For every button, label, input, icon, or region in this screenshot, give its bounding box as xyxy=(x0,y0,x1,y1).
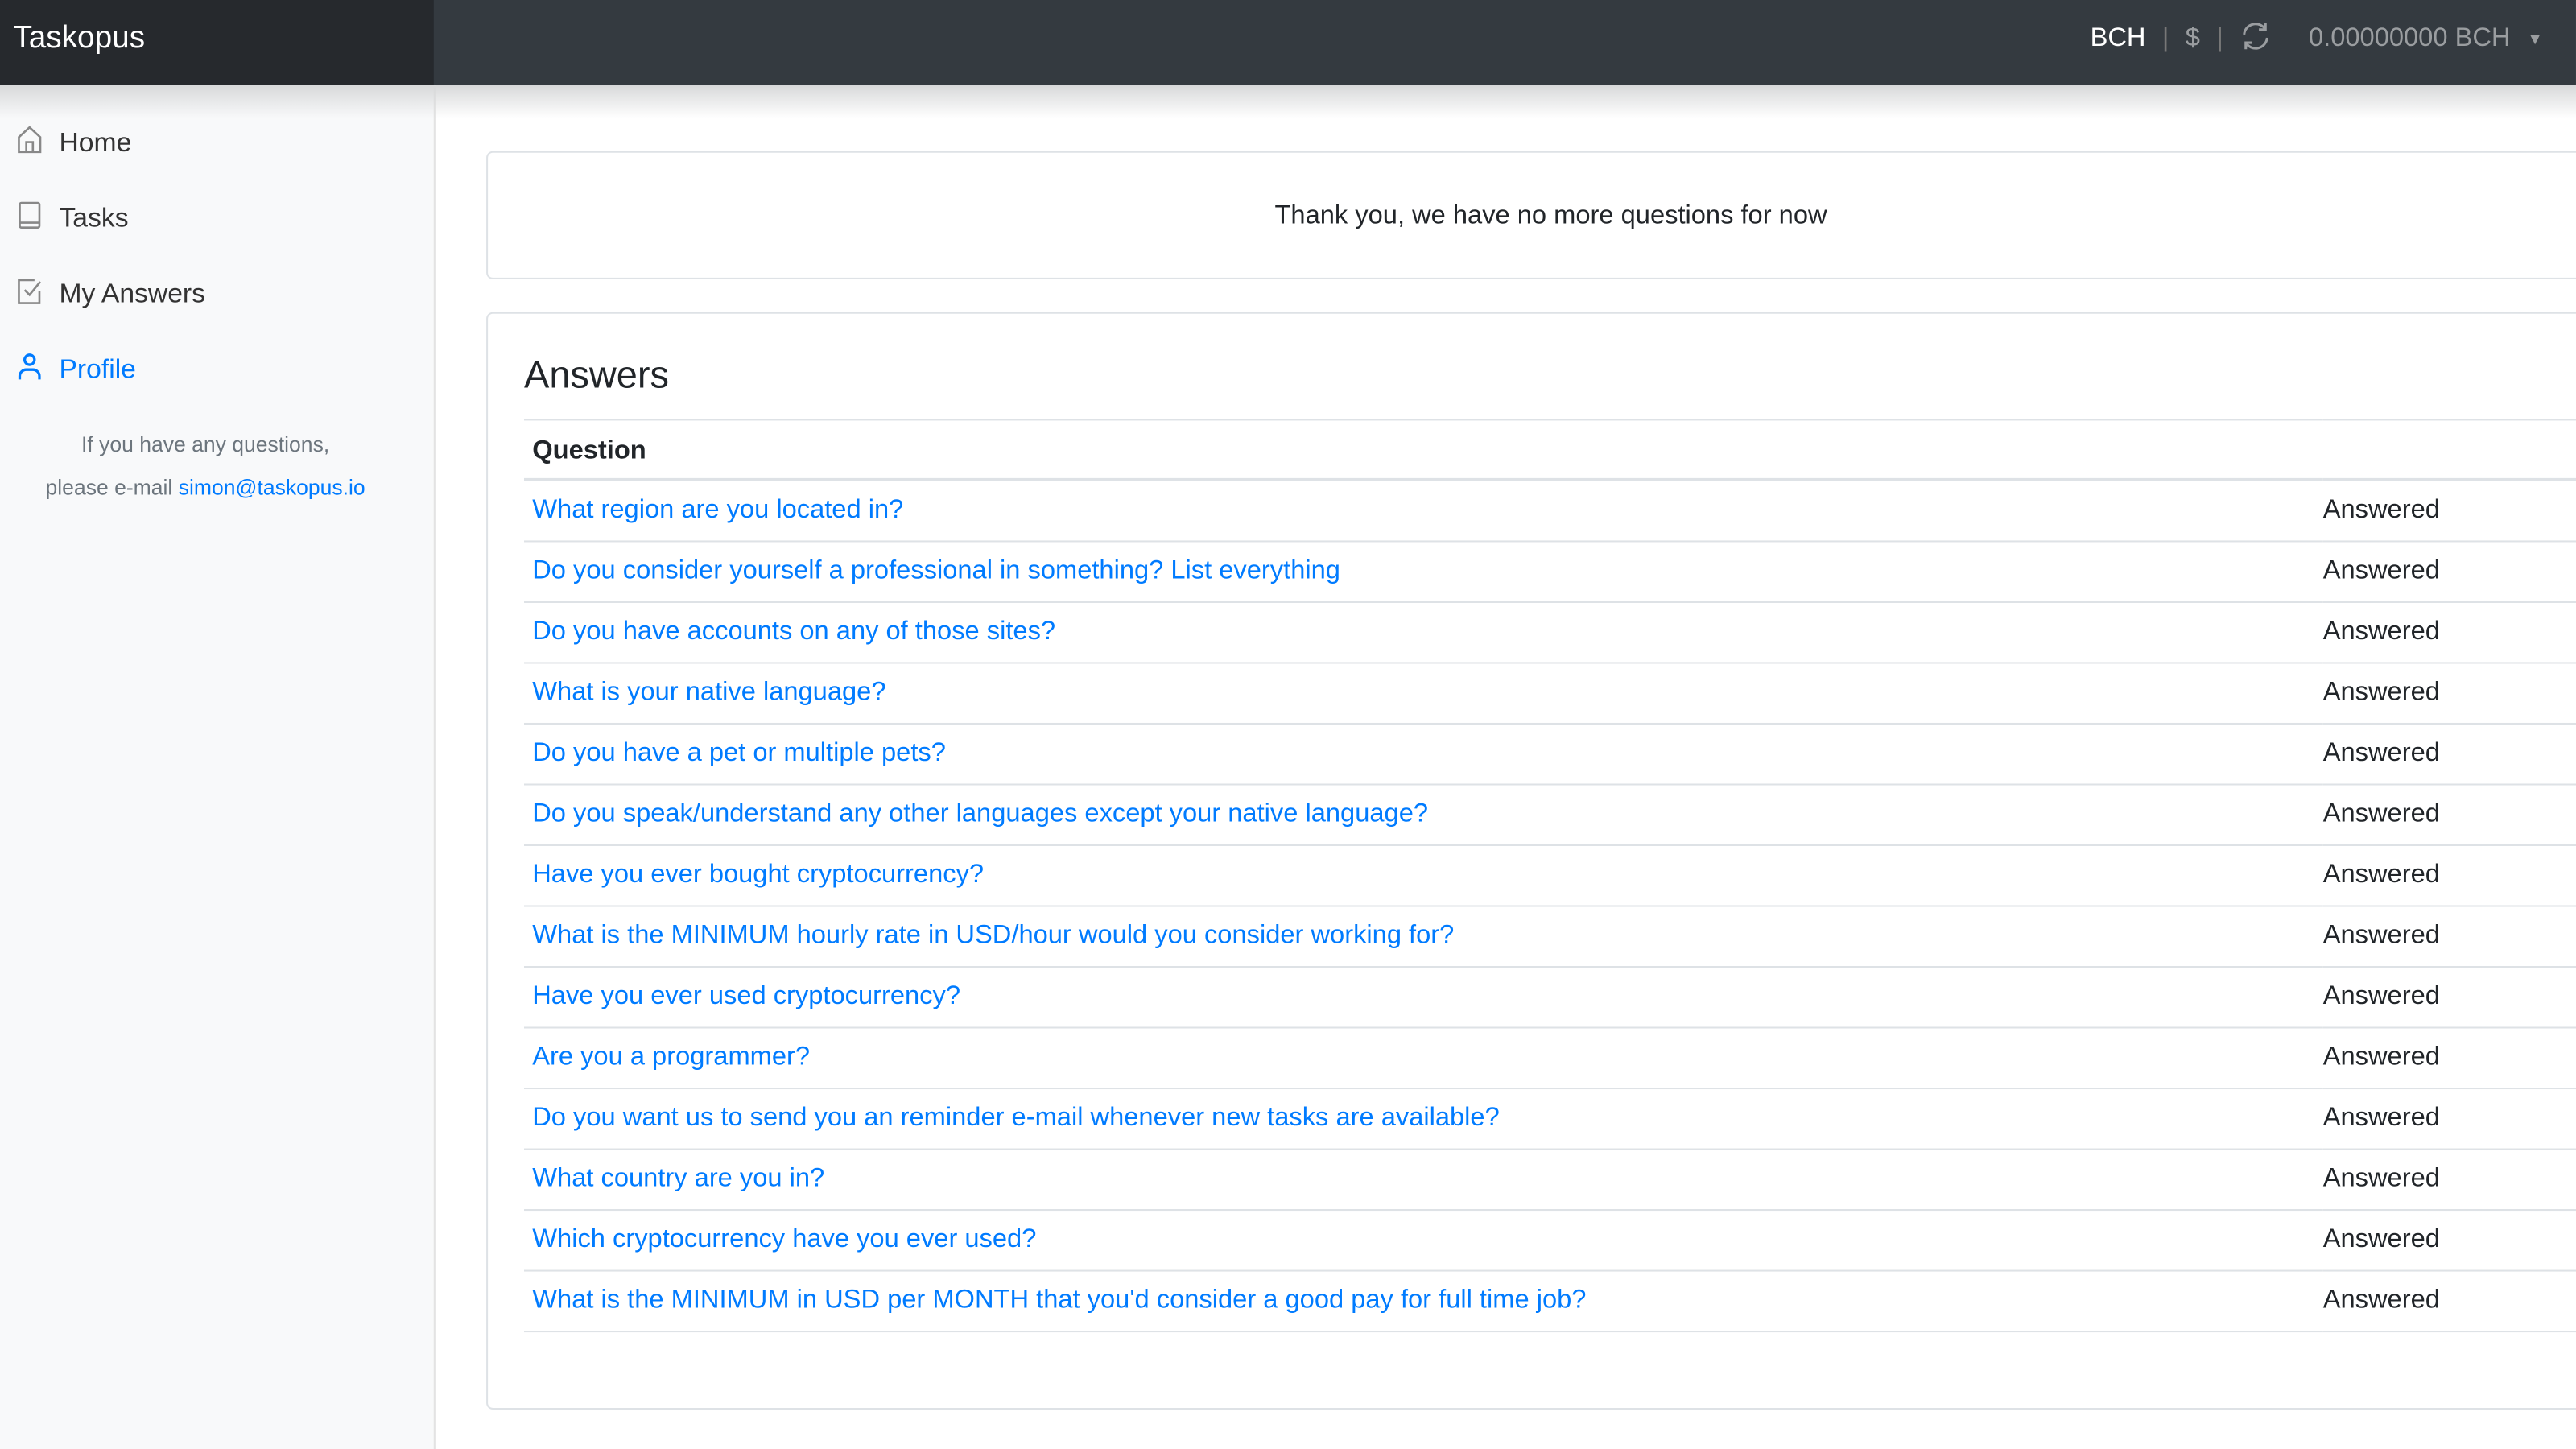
table-row xyxy=(524,1150,2576,1211)
table-row xyxy=(524,1210,2576,1271)
table-row xyxy=(524,724,2576,785)
status-cell: Answered xyxy=(2323,602,2576,663)
question-link[interactable]: What is your native language? xyxy=(532,678,886,707)
question-link[interactable]: Have you ever used cryptocurrency? xyxy=(532,982,961,1011)
question-link[interactable]: Are you a programmer? xyxy=(532,1042,811,1071)
check-square-icon xyxy=(16,276,43,314)
question-link[interactable]: What region are you located in? xyxy=(532,496,904,525)
question-cell xyxy=(524,967,2323,1028)
status-cell: Answered xyxy=(2323,541,2576,602)
sidebar-item-label: Profile xyxy=(59,354,136,385)
status-cell: Answered xyxy=(2323,1210,2576,1271)
status-cell: Answered xyxy=(2323,845,2576,906)
status-cell: Answered xyxy=(2323,1271,2576,1332)
question-link[interactable]: Do you have a pet or multiple pets? xyxy=(532,739,946,768)
table-row xyxy=(524,1271,2576,1332)
question-cell xyxy=(524,1210,2323,1271)
status-cell: Answered xyxy=(2323,480,2576,542)
question-link[interactable]: What is the MINIMUM hourly rate in USD/hour would you consider working for? xyxy=(532,921,1455,950)
sidebar-item-label: My Answers xyxy=(59,279,205,309)
question-link[interactable]: Which cryptocurrency have you ever used? xyxy=(532,1225,1037,1254)
table-row xyxy=(524,906,2576,968)
divider: | xyxy=(2161,24,2169,53)
caret-down-icon[interactable]: ▼ xyxy=(2526,30,2544,49)
question-link[interactable]: Do you consider yourself a professional in something? List everything xyxy=(532,556,1340,585)
answers-table xyxy=(524,419,2576,1332)
question-cell xyxy=(524,541,2323,602)
question-cell xyxy=(524,1028,2323,1089)
table-row xyxy=(524,663,2576,724)
divider: | xyxy=(2216,24,2223,53)
user-icon xyxy=(16,352,43,390)
status-cell: Answered xyxy=(2323,784,2576,845)
status-cell: Answered xyxy=(2323,1088,2576,1150)
navbar-shadow xyxy=(0,85,2576,118)
table-row xyxy=(524,845,2576,906)
column-header-question: Question xyxy=(524,419,2323,479)
question-cell xyxy=(524,1271,2323,1332)
table-row xyxy=(524,602,2576,663)
currency-bch-toggle[interactable]: BCH xyxy=(2090,24,2146,53)
sidebar-item-my-answers[interactable] xyxy=(16,276,205,314)
table-row xyxy=(524,967,2576,1028)
refresh-icon[interactable] xyxy=(2240,19,2273,60)
question-cell xyxy=(524,784,2323,845)
table-row xyxy=(524,1088,2576,1150)
table-row xyxy=(524,1028,2576,1089)
balance-dropdown[interactable]: 0.00000000 BCH xyxy=(2308,24,2511,53)
question-cell xyxy=(524,663,2323,724)
status-cell: Answered xyxy=(2323,1028,2576,1089)
sidebar-item-label: Home xyxy=(59,128,132,158)
question-cell xyxy=(524,1150,2323,1211)
navbar xyxy=(0,0,2576,85)
answers-title: Answers xyxy=(524,353,670,396)
help-line: If you have any questions, xyxy=(80,431,330,457)
question-cell xyxy=(524,906,2323,968)
email-link[interactable]: simon@taskopus.io xyxy=(178,474,365,500)
sidebar-item-profile[interactable] xyxy=(16,352,136,390)
answers-card xyxy=(486,312,2576,1410)
table-row xyxy=(524,784,2576,845)
sidebar-item-label: Tasks xyxy=(59,204,129,233)
status-cell: Answered xyxy=(2323,724,2576,785)
question-link[interactable]: Do you have accounts on any of those sites? xyxy=(532,617,1056,646)
table-row xyxy=(524,541,2576,602)
help-line: please e-mail xyxy=(45,474,173,500)
status-cell: Answered xyxy=(2323,1150,2576,1211)
currency-usd-toggle[interactable]: $ xyxy=(2185,24,2200,53)
question-link[interactable]: What is the MINIMUM in USD per MONTH that you'd consider a good pay for full time job? xyxy=(532,1286,1587,1315)
question-cell xyxy=(524,724,2323,785)
notice-card xyxy=(486,151,2576,279)
status-cell: Answered xyxy=(2323,906,2576,968)
sidebar xyxy=(0,85,436,1449)
sidebar-item-tasks[interactable] xyxy=(16,200,128,238)
notice-text: Thank you, we have no more questions for now xyxy=(1274,202,1827,230)
question-cell xyxy=(524,845,2323,906)
question-link[interactable]: Have you ever bought cryptocurrency? xyxy=(532,861,985,890)
question-cell xyxy=(524,602,2323,663)
home-icon xyxy=(16,125,43,163)
question-link[interactable]: Do you want us to send you an reminder e-mail whenever new tasks are available? xyxy=(532,1104,1500,1133)
question-link[interactable]: Do you speak/understand any other languages except your native language? xyxy=(532,799,1429,828)
sidebar-item-home[interactable] xyxy=(16,125,131,163)
status-cell: Answered xyxy=(2323,663,2576,724)
question-cell xyxy=(524,480,2323,542)
table-row xyxy=(524,480,2576,542)
status-cell: Answered xyxy=(2323,967,2576,1028)
book-icon xyxy=(16,200,43,238)
brand-logo[interactable]: Taskopus xyxy=(0,0,434,85)
question-cell xyxy=(524,1088,2323,1150)
help-text xyxy=(0,424,411,510)
question-link[interactable]: What country are you in? xyxy=(532,1164,825,1193)
